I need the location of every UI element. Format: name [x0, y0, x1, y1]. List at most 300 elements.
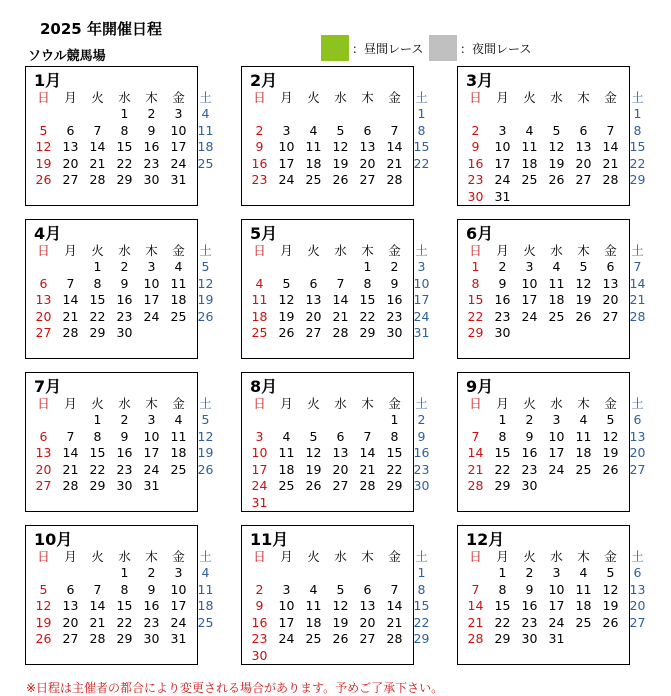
- day-cell: 8: [93, 428, 102, 444]
- day-cell: 24: [143, 461, 160, 477]
- weekday-label: 金: [604, 90, 617, 105]
- day-cell: [246, 259, 273, 276]
- day-cell: 8: [120, 581, 129, 597]
- week-row: [30, 123, 219, 140]
- day-cell: 10: [170, 122, 187, 138]
- day-cell: 7: [363, 428, 372, 444]
- day-cell: 12: [602, 581, 619, 597]
- weekday-label: 火: [307, 549, 320, 564]
- day-cell: 5: [39, 122, 48, 138]
- day-cell: [327, 259, 354, 276]
- day-cell: [543, 478, 570, 495]
- day-cell: 9: [525, 581, 534, 597]
- day-cell: 15: [494, 598, 511, 613]
- week-row: [30, 309, 219, 326]
- weekday-label: 火: [307, 396, 320, 411]
- day-cell: 20: [62, 155, 79, 171]
- day-cell: [57, 565, 84, 582]
- day-cell: [597, 106, 624, 123]
- day-cell: 14: [359, 445, 376, 460]
- day-cell: 31: [548, 631, 565, 646]
- weekday-label: 月: [496, 90, 509, 105]
- day-cell: 9: [120, 428, 129, 444]
- day-cell: 29: [359, 325, 376, 340]
- day-cell: 21: [602, 155, 619, 171]
- footnote: ※日程は主催者の都合により変更される場合があります。予めご了承下さい。: [26, 681, 444, 695]
- day-cell: 16: [251, 155, 268, 171]
- day-cell: 18: [278, 461, 295, 477]
- weekday-label: 土: [199, 549, 212, 564]
- day-cell: 6: [633, 565, 642, 580]
- week-row: [30, 172, 219, 189]
- day-cell: 29: [467, 325, 484, 340]
- weekday-label: 月: [496, 549, 509, 564]
- week-row: [30, 106, 219, 123]
- month-title: 7月: [34, 377, 62, 396]
- week-row: [246, 648, 435, 665]
- week-row: [246, 615, 435, 632]
- week-row: [246, 565, 435, 582]
- day-cell: [381, 106, 408, 123]
- weekday-label: 土: [415, 243, 428, 258]
- weekday-label: 水: [118, 549, 131, 564]
- day-cell: 11: [251, 292, 268, 307]
- week-row: [462, 139, 651, 156]
- day-cell: 16: [521, 598, 538, 613]
- day-cell: 10: [170, 581, 187, 597]
- day-cell: 23: [116, 308, 133, 324]
- day-race-label: ：昼間レース: [352, 41, 424, 56]
- day-cell: 14: [89, 139, 106, 154]
- day-cell: 3: [255, 428, 264, 444]
- day-cell: [489, 106, 516, 123]
- day-cell: 19: [602, 445, 619, 460]
- weekday-label: 月: [496, 243, 509, 258]
- weekday-label: 土: [415, 549, 428, 564]
- weekday-label: 火: [523, 396, 536, 411]
- month-block: [241, 66, 430, 206]
- day-cell: 2: [417, 412, 426, 427]
- day-cell: [462, 106, 489, 123]
- day-cell: [516, 189, 543, 206]
- day-cell: 12: [35, 139, 52, 154]
- day-cell: 17: [170, 139, 187, 154]
- day-cell: 21: [62, 461, 79, 477]
- weekday-header-row: [246, 242, 435, 259]
- week-row: [462, 276, 651, 293]
- day-cell: 16: [116, 445, 133, 460]
- day-cell: [516, 325, 543, 342]
- day-cell: 6: [39, 275, 48, 291]
- weekday-label: 日: [37, 396, 50, 411]
- day-cell: 21: [629, 292, 646, 307]
- day-cell: 4: [579, 412, 588, 427]
- day-cell: 12: [197, 428, 214, 444]
- day-cell: 13: [359, 139, 376, 154]
- day-cell: 13: [35, 292, 52, 307]
- day-cell: 3: [282, 122, 291, 138]
- day-cell: [354, 412, 381, 429]
- week-row: [30, 325, 219, 342]
- weekday-label: 火: [91, 396, 104, 411]
- day-cell: 29: [89, 478, 106, 493]
- weekday-header-row: [462, 89, 651, 106]
- day-cell: 28: [62, 325, 79, 340]
- day-cell: 17: [170, 598, 187, 613]
- day-cell: 26: [548, 172, 565, 187]
- day-cell: 20: [332, 461, 349, 477]
- day-cell: 23: [413, 461, 430, 477]
- day-cell: 4: [282, 428, 291, 444]
- day-cell: 27: [62, 631, 79, 646]
- week-row: [462, 325, 651, 342]
- weekday-label: 水: [118, 90, 131, 105]
- month-title: 5月: [250, 224, 278, 243]
- day-cell: 31: [170, 172, 187, 187]
- day-cell: 11: [278, 445, 295, 460]
- week-row: [246, 631, 435, 648]
- day-cell: 30: [251, 647, 268, 663]
- day-cell: 28: [386, 631, 403, 646]
- day-cell: 3: [174, 106, 183, 121]
- day-cell: 5: [201, 259, 210, 274]
- day-cell: 30: [467, 188, 484, 204]
- day-cell: 2: [120, 412, 129, 427]
- day-cell: 28: [332, 325, 349, 340]
- day-cell: 27: [35, 325, 52, 340]
- day-cell: 8: [633, 122, 642, 138]
- week-row: [462, 106, 651, 123]
- week-row: [462, 259, 651, 276]
- day-cell: 8: [390, 428, 399, 444]
- day-cell: 11: [170, 428, 187, 444]
- month-days-grid: [462, 395, 651, 495]
- week-row: [462, 292, 651, 309]
- week-row: [462, 598, 651, 615]
- day-cell: [516, 106, 543, 123]
- month-block: [25, 372, 214, 512]
- day-cell: [381, 495, 408, 512]
- day-cell: 3: [417, 259, 426, 274]
- month-days-grid: [246, 395, 435, 511]
- day-cell: [165, 325, 192, 342]
- weekday-label: 火: [91, 243, 104, 258]
- day-cell: [300, 259, 327, 276]
- weekday-label: 金: [604, 243, 617, 258]
- day-cell: 19: [278, 308, 295, 324]
- day-cell: 29: [386, 478, 403, 493]
- day-cell: 6: [579, 122, 588, 138]
- day-cell: 25: [521, 172, 538, 187]
- weekday-label: 金: [172, 243, 185, 258]
- day-cell: 2: [390, 259, 399, 274]
- day-cell: 3: [174, 565, 183, 580]
- day-cell: 6: [309, 275, 318, 291]
- weekday-label: 木: [577, 90, 590, 105]
- day-cell: 4: [174, 412, 183, 427]
- weekday-label: 火: [523, 243, 536, 258]
- weekday-label: 日: [37, 243, 50, 258]
- day-cell: 17: [521, 292, 538, 307]
- day-cell: 16: [494, 292, 511, 307]
- day-cell: 20: [305, 308, 322, 324]
- weekday-label: 金: [172, 396, 185, 411]
- day-cell: 22: [413, 155, 430, 171]
- week-row: [246, 106, 435, 123]
- day-cell: 23: [251, 172, 268, 187]
- day-cell: 5: [606, 565, 615, 580]
- legend-day-race: [321, 35, 423, 61]
- day-cell: 18: [305, 155, 322, 171]
- day-cell: 8: [498, 428, 507, 444]
- day-cell: 13: [62, 139, 79, 154]
- day-cell: 22: [359, 308, 376, 324]
- day-cell: 8: [498, 581, 507, 597]
- day-cell: 24: [170, 614, 187, 630]
- day-cell: [624, 325, 651, 342]
- day-cell: 20: [35, 461, 52, 477]
- week-row: [30, 582, 219, 599]
- weekday-header-row: [462, 548, 651, 565]
- day-cell: 29: [89, 325, 106, 340]
- weekday-label: 水: [118, 396, 131, 411]
- week-row: [462, 156, 651, 173]
- day-cell: [462, 565, 489, 582]
- weekday-label: 土: [415, 90, 428, 105]
- day-cell: 23: [386, 308, 403, 324]
- day-cell: 26: [35, 631, 52, 646]
- day-cell: 7: [66, 428, 75, 444]
- day-cell: 12: [548, 139, 565, 154]
- day-cell: 26: [35, 172, 52, 187]
- weekday-label: 水: [334, 549, 347, 564]
- day-cell: 4: [309, 581, 318, 597]
- weekday-label: 土: [631, 549, 644, 564]
- weekday-label: 木: [361, 549, 374, 564]
- day-cell: 31: [494, 188, 511, 204]
- day-cell: 7: [93, 122, 102, 138]
- day-cell: 23: [467, 172, 484, 187]
- day-cell: 8: [417, 581, 426, 597]
- day-cell: 24: [143, 308, 160, 324]
- day-cell: 7: [390, 581, 399, 597]
- day-cell: 16: [143, 139, 160, 154]
- day-cell: 29: [629, 172, 646, 187]
- day-cell: [381, 565, 408, 582]
- day-cell: 25: [305, 172, 322, 187]
- weekday-header-row: [30, 395, 219, 412]
- day-cell: 10: [494, 139, 511, 154]
- day-cell: 22: [629, 155, 646, 171]
- day-cell: 9: [417, 428, 426, 444]
- day-cell: 25: [170, 308, 187, 324]
- weekday-label: 月: [64, 549, 77, 564]
- day-cell: 10: [278, 139, 295, 154]
- day-cell: 1: [633, 106, 642, 121]
- day-cell: 17: [143, 445, 160, 460]
- day-cell: 2: [120, 259, 129, 274]
- day-cell: 5: [336, 122, 345, 138]
- weekday-label: 日: [253, 243, 266, 258]
- day-cell: [300, 412, 327, 429]
- day-cell: 18: [170, 445, 187, 460]
- weekday-label: 日: [469, 90, 482, 105]
- day-cell: 24: [251, 478, 268, 493]
- day-cell: 23: [251, 631, 268, 646]
- day-cell: 1: [390, 412, 399, 427]
- day-cell: 14: [89, 598, 106, 613]
- day-cell: 25: [548, 308, 565, 324]
- weekday-label: 日: [469, 396, 482, 411]
- day-cell: 29: [116, 631, 133, 646]
- day-cell: 23: [116, 461, 133, 477]
- day-cell: 1: [471, 259, 480, 274]
- day-cell: 20: [62, 614, 79, 630]
- month-title: 3月: [466, 71, 494, 90]
- day-cell: 20: [575, 155, 592, 171]
- day-cell: 25: [197, 614, 214, 630]
- day-cell: 28: [89, 172, 106, 187]
- day-cell: 1: [93, 412, 102, 427]
- day-cell: 4: [552, 259, 561, 274]
- day-cell: 7: [66, 275, 75, 291]
- day-cell: 28: [359, 478, 376, 493]
- month-block: [457, 525, 646, 665]
- day-cell: 24: [548, 461, 565, 477]
- day-cell: 6: [363, 581, 372, 597]
- weekday-label: 金: [388, 549, 401, 564]
- week-row: [246, 462, 435, 479]
- day-cell: 23: [494, 308, 511, 324]
- week-row: [30, 412, 219, 429]
- day-cell: 2: [147, 106, 156, 121]
- weekday-label: 日: [469, 549, 482, 564]
- day-cell: [192, 325, 219, 342]
- day-cell: 9: [255, 598, 264, 613]
- month-block: [241, 372, 430, 512]
- day-cell: 19: [35, 155, 52, 171]
- day-cell: 30: [116, 325, 133, 340]
- day-cell: [354, 565, 381, 582]
- day-cell: 24: [494, 172, 511, 187]
- day-cell: 10: [143, 428, 160, 444]
- day-cell: 15: [629, 139, 646, 154]
- month-days-grid: [462, 242, 651, 342]
- day-cell: 12: [35, 598, 52, 613]
- weekday-label: 金: [172, 90, 185, 105]
- week-row: [462, 309, 651, 326]
- week-row: [246, 156, 435, 173]
- week-row: [246, 276, 435, 293]
- day-cell: [192, 172, 219, 189]
- venue-name: ソウル競馬場: [28, 49, 106, 64]
- weekday-label: 水: [334, 243, 347, 258]
- day-cell: [192, 478, 219, 495]
- day-cell: 2: [255, 122, 264, 138]
- week-row: [246, 123, 435, 140]
- week-row: [246, 445, 435, 462]
- day-cell: 24: [521, 308, 538, 324]
- day-cell: 14: [62, 292, 79, 307]
- weekday-label: 火: [91, 90, 104, 105]
- day-cell: 21: [89, 614, 106, 630]
- day-cell: 18: [548, 292, 565, 307]
- weekday-label: 土: [199, 396, 212, 411]
- day-cell: [570, 325, 597, 342]
- month-block: [241, 219, 430, 359]
- day-cell: 13: [602, 275, 619, 291]
- day-cell: 14: [332, 292, 349, 307]
- week-row: [462, 478, 651, 495]
- week-row: [246, 582, 435, 599]
- weekday-label: 月: [280, 549, 293, 564]
- day-cell: [327, 106, 354, 123]
- week-row: [30, 292, 219, 309]
- day-cell: 8: [417, 122, 426, 138]
- weekday-label: 金: [388, 396, 401, 411]
- day-cell: 5: [39, 581, 48, 597]
- day-cell: 16: [467, 155, 484, 171]
- day-cell: 5: [606, 412, 615, 427]
- weekday-header-row: [30, 242, 219, 259]
- day-cell: 15: [89, 292, 106, 307]
- weekday-label: 火: [91, 549, 104, 564]
- day-cell: 20: [359, 614, 376, 630]
- day-cell: 27: [602, 308, 619, 324]
- day-cell: 4: [525, 122, 534, 138]
- weekday-label: 金: [172, 549, 185, 564]
- day-cell: 3: [525, 259, 534, 274]
- day-cell: 6: [336, 428, 345, 444]
- day-cell: 13: [305, 292, 322, 307]
- day-cell: 17: [278, 155, 295, 171]
- day-cell: 25: [197, 155, 214, 171]
- month-title: 10月: [34, 530, 73, 549]
- day-cell: 6: [39, 428, 48, 444]
- day-cell: [327, 565, 354, 582]
- day-cell: [273, 412, 300, 429]
- weekday-label: 日: [37, 90, 50, 105]
- day-cell: 28: [386, 172, 403, 187]
- month-title: 4月: [34, 224, 62, 243]
- day-cell: 7: [471, 428, 480, 444]
- day-cell: 12: [278, 292, 295, 307]
- month-days-grid: [462, 548, 651, 648]
- day-cell: 22: [116, 155, 133, 171]
- day-cell: 18: [521, 155, 538, 171]
- weekday-label: 日: [469, 243, 482, 258]
- month-days-grid: [30, 548, 219, 648]
- weekday-label: 土: [631, 90, 644, 105]
- weekday-header-row: [30, 89, 219, 106]
- day-cell: 6: [606, 259, 615, 274]
- week-row: [30, 139, 219, 156]
- day-cell: 18: [575, 445, 592, 460]
- month-days-grid: [462, 89, 651, 205]
- week-row: [462, 189, 651, 206]
- day-cell: 30: [521, 478, 538, 493]
- day-cell: 22: [386, 461, 403, 477]
- day-cell: 29: [116, 172, 133, 187]
- week-row: [462, 445, 651, 462]
- day-cell: 6: [363, 122, 372, 138]
- day-cell: [30, 412, 57, 429]
- week-row: [30, 598, 219, 615]
- day-cell: 9: [120, 275, 129, 291]
- page-title: 2025 年開催日程: [40, 20, 162, 38]
- day-cell: 28: [62, 478, 79, 493]
- day-cell: 25: [251, 325, 268, 340]
